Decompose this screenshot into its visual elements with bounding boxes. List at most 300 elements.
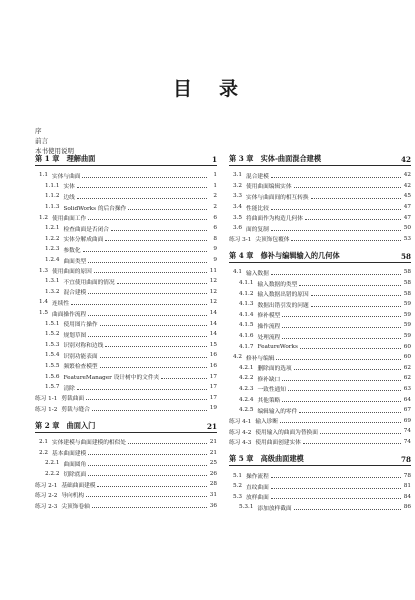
- entry-number: 4.1.3: [239, 301, 254, 308]
- entry-number: 1.5.7: [45, 384, 60, 391]
- dot-leader: [280, 422, 401, 423]
- entry-title: 使用曲面编辑实体: [246, 184, 292, 191]
- entry-number: 3.3: [233, 193, 243, 200]
- chapter-title: 第 1 章 理解曲面: [35, 154, 96, 163]
- entry-number: 练习 3-1: [229, 237, 252, 244]
- toc-entry[interactable]: [229, 331, 411, 342]
- toc-entry[interactable]: [229, 405, 411, 416]
- entry-page: 59: [403, 311, 411, 318]
- entry-title: 编辑输入的零件: [257, 408, 298, 415]
- dot-leader: [77, 198, 207, 199]
- toc-entry[interactable]: [229, 223, 411, 234]
- entry-title: 放样曲面: [246, 495, 269, 502]
- dot-leader: [77, 187, 207, 188]
- entry-title: 频繁检查模型: [63, 364, 98, 371]
- entry-number: 1.5: [39, 310, 49, 317]
- entry-title: 修补缺口: [257, 376, 281, 383]
- entry-title: 检查曲面是否闭合: [63, 226, 109, 233]
- entry-number: 3.1: [233, 172, 243, 179]
- entry-number: 1.2.3: [45, 246, 60, 253]
- entry-page: 14: [209, 331, 217, 338]
- entry-page: 59: [403, 301, 411, 308]
- entry-page: 6: [213, 214, 217, 221]
- entry-number: 4.1.6: [239, 333, 254, 340]
- chapter-title: 第 3 章 实体-曲面混合建模: [229, 154, 322, 163]
- entry-title: 边线: [63, 194, 75, 201]
- dot-leader: [86, 496, 207, 497]
- dot-leader: [83, 251, 207, 252]
- entry-number: 4.2.5: [239, 407, 254, 414]
- entry-page: 59: [403, 322, 411, 329]
- entry-number: 1.1.3: [45, 204, 60, 211]
- entry-title: 曲面类型: [63, 258, 87, 265]
- dot-leader: [311, 198, 401, 199]
- dot-leader: [320, 433, 401, 434]
- entry-number: 练习 1-1: [35, 396, 58, 403]
- entry-page: 62: [403, 364, 411, 371]
- entry-page: 21: [209, 449, 217, 456]
- toc-entry[interactable]: [35, 447, 217, 458]
- entry-title: 删除面的选项: [257, 366, 292, 373]
- entry-number: 练习 1-2: [35, 406, 58, 413]
- toc-entry[interactable]: [35, 479, 217, 490]
- toc-left-column: [35, 153, 217, 511]
- entry-number: 1.2.2: [45, 235, 60, 242]
- entry-number: 3.5: [233, 214, 243, 221]
- dot-leader: [88, 454, 207, 455]
- entry-page: 17: [209, 394, 217, 401]
- entry-title: 处理流程: [257, 334, 281, 341]
- toc-entry[interactable]: [229, 320, 411, 331]
- toc-entry[interactable]: [229, 278, 411, 289]
- entry-page: 2: [213, 193, 217, 200]
- toc-entry[interactable]: [35, 340, 217, 351]
- dot-leader: [305, 219, 401, 220]
- entry-page: 2: [213, 204, 217, 211]
- entry-title: FeatureManager 设计树中的文件夹: [63, 375, 160, 382]
- toc-entry[interactable]: [229, 181, 411, 192]
- toc-right-column: [229, 153, 411, 513]
- toc-entry[interactable]: [229, 341, 411, 352]
- chapter-title: 第 5 章 高级曲面建模: [229, 454, 304, 464]
- entry-number: 1.1.2: [45, 193, 60, 200]
- entry-title: 输入数据: [246, 270, 269, 277]
- dot-leader: [128, 209, 207, 210]
- toc-entry[interactable]: [229, 310, 411, 321]
- entry-page: 62: [403, 375, 411, 382]
- toc-entry[interactable]: [35, 255, 217, 266]
- toc-entry[interactable]: [229, 363, 411, 374]
- entry-page: 58: [403, 269, 411, 276]
- dot-leader: [271, 488, 401, 489]
- toc-entry[interactable]: [229, 426, 411, 437]
- chapter-heading[interactable]: [229, 250, 411, 263]
- toc-entry[interactable]: [229, 415, 411, 426]
- entry-title: 使用曲面的原因: [52, 269, 92, 276]
- entry-number: 1.3: [39, 267, 49, 274]
- entry-title: 输入诊断: [255, 419, 279, 426]
- entry-title: 曲面操作流程: [52, 311, 87, 318]
- entry-page: 31: [209, 491, 217, 498]
- toc-entry[interactable]: [35, 371, 217, 382]
- dot-leader: [88, 465, 207, 466]
- entry-page: 45: [403, 193, 411, 200]
- toc-entry[interactable]: [35, 403, 217, 414]
- dot-leader: [94, 272, 207, 273]
- dot-leader: [82, 177, 207, 178]
- toc-entry[interactable]: [35, 223, 217, 234]
- entry-number: 2.2.1: [45, 460, 60, 467]
- entry-page: 26: [209, 470, 217, 477]
- dot-leader: [303, 443, 401, 444]
- entry-number: 2.1: [39, 438, 49, 445]
- toc-entry[interactable]: [35, 490, 217, 501]
- entry-page: 78: [403, 472, 411, 479]
- toc-entry[interactable]: [229, 212, 411, 223]
- toc-entry[interactable]: [229, 352, 411, 363]
- entry-number: 1.5.6: [45, 373, 60, 380]
- toc-entry[interactable]: [35, 265, 217, 276]
- dot-leader: [71, 304, 207, 305]
- chapter-page: 78: [400, 455, 411, 465]
- entry-title: 修补模型: [257, 313, 281, 320]
- dot-leader: [100, 357, 207, 358]
- entry-page: 64: [403, 396, 411, 403]
- toc-entry[interactable]: [35, 276, 217, 287]
- entry-page: 1: [213, 182, 217, 189]
- entry-title: 基础曲面建模: [61, 482, 96, 489]
- chapter-heading[interactable]: [35, 153, 217, 166]
- dot-leader: [282, 401, 401, 402]
- toc-entry[interactable]: [229, 288, 411, 299]
- front-item-foreword: 前言: [35, 137, 48, 145]
- entry-page: 58: [403, 280, 411, 287]
- chapter-page: 21: [206, 421, 217, 431]
- entry-title: 不宜使用曲面的情况: [63, 279, 115, 286]
- entry-page: 36: [209, 502, 217, 509]
- entry-title: 实体与曲面间的相互转换: [246, 194, 309, 201]
- toc-entry[interactable]: [35, 212, 217, 223]
- chapter-heading[interactable]: [229, 453, 411, 466]
- toc-entry[interactable]: [35, 297, 217, 308]
- dot-leader: [100, 325, 207, 326]
- entry-number: 2.2: [39, 449, 49, 456]
- toc-entry[interactable]: [35, 329, 217, 340]
- toc-entry[interactable]: [229, 384, 411, 395]
- entry-page: 25: [209, 460, 217, 467]
- entry-title: 直纹曲面: [246, 484, 269, 491]
- entry-number: 1.5.5: [45, 362, 60, 369]
- entry-page: 15: [209, 341, 217, 348]
- entry-title: 切除底面: [63, 472, 87, 479]
- entry-page: 60: [403, 343, 411, 350]
- dot-leader: [161, 378, 207, 379]
- entry-title: 基本曲面建模: [52, 451, 87, 458]
- entry-title: 实体与曲面: [52, 173, 81, 180]
- dot-leader: [282, 380, 401, 381]
- entry-title: 一致性通知: [257, 387, 286, 394]
- toc-entry[interactable]: [35, 382, 217, 393]
- entry-title: FeatureWorks: [257, 343, 298, 350]
- dot-leader: [311, 295, 401, 296]
- dot-leader: [128, 443, 207, 444]
- entry-title: 识别对称和边线: [63, 343, 104, 350]
- dot-leader: [117, 283, 207, 284]
- entry-title: 使用图片操作: [63, 322, 98, 329]
- chapter-heading[interactable]: [35, 420, 217, 433]
- dot-leader: [282, 327, 401, 328]
- dot-leader: [92, 410, 207, 411]
- entry-number: 练习 2-1: [35, 482, 58, 489]
- dot-leader: [311, 306, 401, 307]
- dot-leader: [282, 338, 401, 339]
- entry-page: 9: [213, 257, 217, 264]
- entry-number: 5.3: [233, 493, 243, 500]
- dot-leader: [105, 240, 207, 241]
- entry-number: 3.4: [233, 204, 243, 211]
- entry-page: 16: [209, 362, 217, 369]
- entry-page: 63: [403, 385, 411, 392]
- entry-title: 性能比较: [246, 205, 269, 212]
- dot-leader: [300, 348, 401, 349]
- entry-number: 1.4: [39, 299, 49, 306]
- entry-number: 1.2.1: [45, 225, 60, 232]
- entry-title: 修补与编辑: [246, 355, 275, 362]
- entry-page: 8: [213, 235, 217, 242]
- entry-title: 使用曲面创建实体: [255, 440, 301, 447]
- dot-leader: [111, 230, 207, 231]
- dot-leader: [88, 315, 207, 316]
- entry-title: 数据出错引发的问题: [257, 302, 309, 309]
- toc-entry[interactable]: [229, 170, 411, 181]
- dot-leader: [276, 359, 401, 360]
- entry-title: 操作流程: [246, 474, 269, 481]
- entry-page: 60: [403, 354, 411, 361]
- entry-page: 28: [209, 481, 217, 488]
- toc-entry[interactable]: [229, 202, 411, 213]
- entry-page: 16: [209, 352, 217, 359]
- toc-entry[interactable]: [229, 502, 411, 513]
- dot-leader: [88, 336, 207, 337]
- entry-title: 导向机构: [61, 493, 85, 500]
- chapter-title: 第 4 章 修补与编辑输入的几何体: [229, 251, 340, 261]
- dot-leader: [294, 369, 401, 370]
- entry-page: 14: [209, 320, 217, 327]
- entry-page: 1: [213, 172, 217, 179]
- entry-page: 74: [403, 428, 411, 435]
- toc-entry[interactable]: [229, 394, 411, 405]
- entry-page: 42: [403, 182, 411, 189]
- toc-entry[interactable]: [35, 318, 217, 329]
- entry-page: 74: [403, 438, 411, 445]
- toc-entry[interactable]: [35, 170, 217, 181]
- dot-leader: [271, 498, 401, 499]
- page-title: 目 录: [172, 78, 242, 100]
- chapter-page: 58: [400, 252, 411, 262]
- dot-leader: [88, 475, 207, 476]
- dot-leader: [271, 230, 401, 231]
- entry-page: 12: [209, 278, 217, 285]
- entry-page: 81: [403, 483, 411, 490]
- entry-number: 4.2.4: [239, 396, 254, 403]
- entry-title: 混合建模: [63, 290, 87, 297]
- dot-leader: [100, 367, 207, 368]
- entry-title: 添加放样截面: [257, 505, 292, 512]
- toc-entry[interactable]: [229, 373, 411, 384]
- entry-page: 84: [403, 493, 411, 500]
- entry-number: 4.1.5: [239, 322, 254, 329]
- dot-leader: [294, 187, 401, 188]
- entry-page: 17: [209, 373, 217, 380]
- entry-number: 4.2: [233, 354, 243, 361]
- entry-title: 尖顶饰卷轴: [61, 504, 90, 511]
- entry-number: 5.1: [233, 472, 243, 479]
- entry-number: 4.1.4: [239, 311, 254, 318]
- entry-title: 面的复制: [246, 226, 269, 233]
- toc-entry[interactable]: [35, 308, 217, 319]
- entry-page: 11: [209, 267, 217, 274]
- entry-number: 3.2: [233, 182, 243, 189]
- toc-entry[interactable]: [35, 181, 217, 192]
- entry-page: 67: [403, 407, 411, 414]
- entry-number: 1.5.3: [45, 341, 60, 348]
- entry-number: 1.5.4: [45, 352, 60, 359]
- dot-leader: [77, 389, 207, 390]
- dot-leader: [288, 390, 401, 391]
- dot-leader: [294, 509, 401, 510]
- dot-leader: [271, 177, 401, 178]
- entry-title: 连续性: [52, 300, 70, 307]
- entry-number: 1.5.2: [45, 331, 60, 338]
- toc-entry[interactable]: [229, 491, 411, 502]
- toc-entry[interactable]: [229, 234, 411, 245]
- toc-entry[interactable]: [229, 299, 411, 310]
- entry-page: 14: [209, 310, 217, 317]
- entry-number: 1.2.4: [45, 257, 60, 264]
- toc-entry[interactable]: [229, 191, 411, 202]
- entry-title: 实体分解成曲面: [63, 237, 104, 244]
- toc-entry[interactable]: [35, 287, 217, 298]
- dot-leader: [92, 507, 207, 508]
- entry-title: 使用曲面工作: [52, 216, 87, 223]
- entry-title: 使用输入的曲面为替换面: [255, 429, 318, 436]
- entry-title: 混合建模: [246, 173, 269, 180]
- entry-title: 操作流程: [257, 323, 281, 330]
- entry-number: 1.2: [39, 214, 49, 221]
- entry-page: 17: [209, 384, 217, 391]
- entry-title: 输入数据出错的原因: [257, 292, 309, 299]
- entry-number: 4.2.1: [239, 364, 254, 371]
- entry-number: 练习 4-2: [229, 429, 252, 436]
- entry-title: 尖顶饰包覆体: [255, 237, 290, 244]
- toc-entry[interactable]: [35, 361, 217, 372]
- entry-page: 58: [403, 290, 411, 297]
- entry-title: 其他策略: [257, 398, 281, 405]
- entry-page: 9: [213, 246, 217, 253]
- toc-entry[interactable]: [35, 437, 217, 448]
- dot-leader: [88, 219, 207, 220]
- dot-leader: [97, 486, 207, 487]
- toc-entry[interactable]: [35, 191, 217, 202]
- entry-page: 12: [209, 299, 217, 306]
- entry-number: 练习 2-3: [35, 504, 58, 511]
- toc-entry[interactable]: [35, 234, 217, 245]
- dot-leader: [105, 346, 207, 347]
- dot-leader: [282, 316, 401, 317]
- toc-entry[interactable]: [35, 458, 217, 469]
- toc-entry[interactable]: [229, 267, 411, 278]
- entry-title: 将曲面作为构造几何体: [246, 216, 303, 223]
- entry-title: 剪裁与缝合: [61, 406, 90, 413]
- entry-title: 实体建模与曲面建模的相似处: [52, 440, 126, 447]
- toc-entry[interactable]: [35, 468, 217, 479]
- toc-entry[interactable]: [35, 202, 217, 213]
- entry-title: 识别功能表面: [63, 353, 98, 360]
- dot-leader: [271, 274, 401, 275]
- entry-title: 剪裁曲面: [61, 396, 85, 403]
- entry-number: 4.1.2: [239, 290, 254, 297]
- entry-page: 69: [403, 417, 411, 424]
- chapter-page: 42: [400, 155, 411, 164]
- entry-number: 1.3.2: [45, 288, 60, 295]
- dot-leader: [271, 477, 401, 478]
- front-item-usage: 本书使用说明: [35, 147, 74, 155]
- entry-number: 1.5.1: [45, 320, 60, 327]
- toc-entry[interactable]: [35, 350, 217, 361]
- entry-title: 实体: [63, 184, 75, 191]
- toc-entry[interactable]: [229, 481, 411, 492]
- entry-title: 曲面圆角: [63, 461, 87, 468]
- entry-title: 输入数据的类型: [257, 281, 298, 288]
- entry-page: 50: [403, 225, 411, 232]
- entry-title: SolidWorks 的后台操作: [63, 205, 127, 212]
- toc-entry[interactable]: [229, 470, 411, 481]
- toc-entry[interactable]: [35, 244, 217, 255]
- entry-page: 6: [213, 225, 217, 232]
- entry-page: 21: [209, 438, 217, 445]
- entry-number: 4.2.3: [239, 385, 254, 392]
- entry-number: 1.3.1: [45, 278, 60, 285]
- front-item-preface: 序: [35, 127, 42, 135]
- dot-leader: [271, 209, 401, 210]
- entry-title: 参数化: [63, 247, 81, 254]
- entry-page: 19: [209, 405, 217, 412]
- dot-leader: [88, 293, 207, 294]
- entry-number: 4.1.1: [239, 280, 254, 287]
- toc-entry[interactable]: [35, 392, 217, 403]
- dot-leader: [299, 412, 401, 413]
- entry-number: 练习 4-3: [229, 440, 252, 447]
- entry-page: 86: [403, 504, 411, 511]
- entry-number: 练习 2-2: [35, 493, 58, 500]
- entry-number: 4.2.2: [239, 375, 254, 382]
- dot-leader: [291, 240, 401, 241]
- entry-number: 3.6: [233, 225, 243, 232]
- dot-leader: [299, 285, 401, 286]
- toc-entry[interactable]: [229, 437, 411, 448]
- entry-number: 练习 4-1: [229, 419, 252, 426]
- toc-entry[interactable]: [35, 500, 217, 511]
- chapter-page: 1: [211, 155, 217, 164]
- entry-page: 42: [403, 172, 411, 179]
- entry-number: 2.2.2: [45, 470, 60, 477]
- dot-leader: [86, 399, 207, 400]
- entry-title: 规划草图: [63, 332, 87, 339]
- chapter-title: 第 2 章 曲面入门: [35, 420, 96, 430]
- chapter-heading[interactable]: [229, 153, 411, 166]
- entry-number: 4.1.7: [239, 343, 254, 350]
- entry-page: 59: [403, 333, 411, 340]
